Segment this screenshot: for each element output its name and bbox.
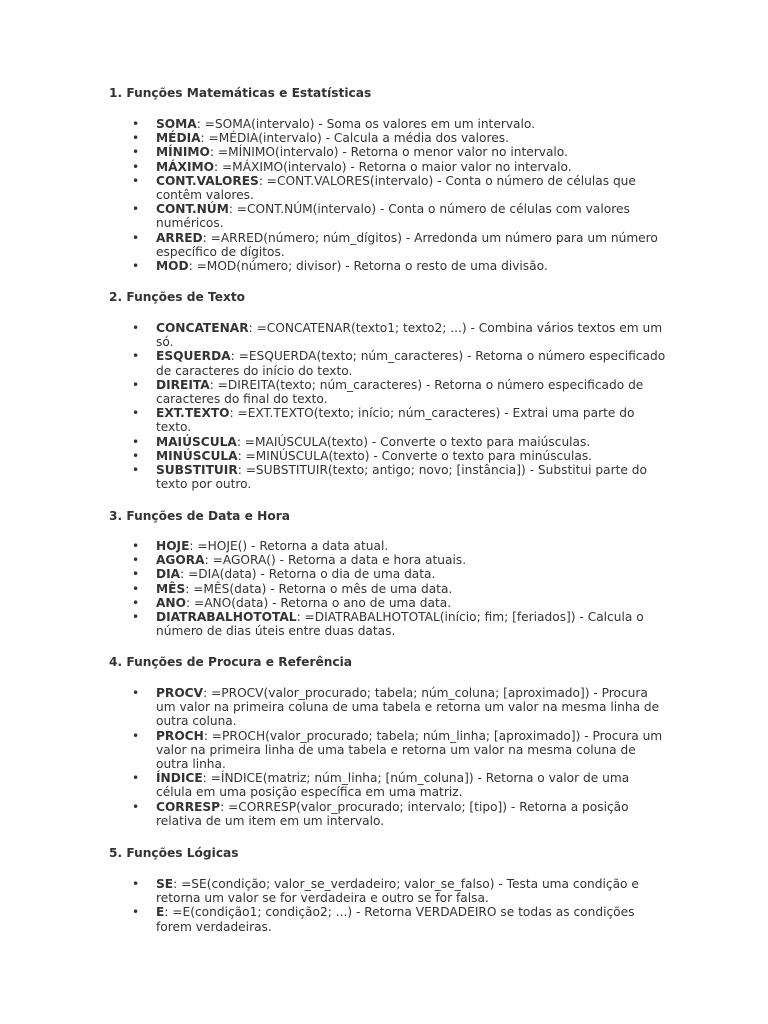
list-item <box>156 174 668 202</box>
function-description: : =MOD(número; divisor) - Retorna o resto de uma divisão. <box>188 259 548 274</box>
function-name: DIREITA <box>156 377 210 392</box>
function-description: : =PROCH(valor_procurado; tabela; núm_linha; [aproximado]) - Procura um valor na primeira linha de uma tabela e retorna um valor na mesma coluna de outra linha. <box>156 728 663 772</box>
list-item <box>156 686 668 729</box>
function-description: : =DIATRABALHOTOTAL(início; fim; [feriados]) - Calcula o número de dias úteis entre duas datas. <box>156 610 644 639</box>
list-item <box>156 321 668 349</box>
function-list <box>156 539 668 638</box>
function-list <box>156 321 668 491</box>
function-name: MOD <box>156 259 189 274</box>
function-description: : =MÊS(data) - Retorna o mês de uma data. <box>185 581 453 596</box>
list-item <box>156 596 668 610</box>
list-item <box>156 378 668 406</box>
function-description: : =EXT.TEXTO(texto; início; núm_caracteres) - Extrai uma parte do texto. <box>156 406 635 435</box>
list-item <box>156 117 668 131</box>
function-name: E <box>156 905 165 920</box>
function-name: MÉDIA <box>156 131 201 146</box>
function-name: PROCV <box>156 686 204 700</box>
function-name: ANO <box>156 595 186 610</box>
function-description: : =CONT.NÚM(intervalo) - Conta o número de células com valores numéricos. <box>156 202 630 231</box>
list-item <box>156 553 668 567</box>
section-title: 3. Funções de Data e Hora <box>109 509 290 523</box>
function-name: CONCATENAR <box>156 321 249 335</box>
function-name: SUBSTITUIR <box>156 463 238 478</box>
function-description: : =CONCATENAR(texto1; texto2; ...) - Combina vários textos em um só. <box>156 321 663 350</box>
function-description: : =PROCV(valor_procurado; tabela; núm_coluna; [aproximado]) - Procura um valor na primeira coluna de uma tabela e retorna um valor na mesma linha de outra coluna. <box>156 686 660 729</box>
list-item <box>156 729 668 772</box>
function-name: ARRED <box>156 230 203 245</box>
function-description: : =MAIÚSCULA(texto) - Converte o texto para maiúsculas. <box>236 434 591 449</box>
list-item <box>156 449 668 463</box>
function-name: EXT.TEXTO <box>156 406 230 421</box>
section-logical <box>109 846 669 934</box>
function-description: : =ESQUERDA(texto; núm_caracteres) - Retorna o número especificado de caracteres do início do texto. <box>156 349 666 378</box>
list-item <box>156 160 668 174</box>
list-item <box>156 349 668 377</box>
function-description: : =E(condição1; condição2; ...) - Retorna VERDADEIRO se todas as condições forem verdadeiras. <box>156 905 635 934</box>
list-item <box>156 145 668 159</box>
function-description: : =MÍNIMO(intervalo) - Retorna o menor valor no intervalo. <box>209 145 568 160</box>
function-description: : =ARRED(número; núm_dígitos) - Arredonda um número para um número específico de dígitos. <box>156 230 658 259</box>
function-list <box>156 117 668 273</box>
function-name: AGORA <box>156 553 205 568</box>
function-name: ESQUERDA <box>156 349 231 364</box>
function-description: : =HOJE() - Retorna a data atual. <box>189 539 389 553</box>
function-name: DIATRABALHOTOTAL <box>156 610 297 625</box>
function-name: SOMA <box>156 117 197 131</box>
list-item <box>156 771 668 799</box>
function-name: MÍNIMO <box>156 145 210 160</box>
function-description: : =SE(condição; valor_se_verdadeiro; valor_se_falso) - Testa uma condição e retorna um valor se for verdadeira e outro se for falsa. <box>156 877 639 906</box>
function-description: : =AGORA() - Retorna a data e hora atuais. <box>204 553 467 568</box>
function-name: CORRESP <box>156 799 221 814</box>
list-item <box>156 231 668 259</box>
function-description: : =CONT.VALORES(intervalo) - Conta o número de células que contêm valores. <box>156 173 636 203</box>
section-date-time <box>109 509 669 639</box>
list-item <box>156 463 668 491</box>
function-description: : =DIREITA(texto; núm_caracteres) - Retorna o número especificado de caracteres do final do texto. <box>156 377 644 407</box>
function-description: : =SOMA(intervalo) - Soma os valores em um intervalo. <box>196 117 536 131</box>
function-description: : =ÍNDICE(matriz; núm_linha; [núm_coluna]) - Retorna o valor de uma célula em uma posição específica em uma matriz. <box>156 771 630 800</box>
list-item <box>156 582 668 596</box>
list-item <box>156 406 668 434</box>
function-name: PROCH <box>156 728 204 743</box>
function-description: : =SUBSTITUIR(texto; antigo; novo; [instância]) - Substitui parte do texto por outro. <box>156 463 647 492</box>
function-description: : =MÉDIA(intervalo) - Calcula a média dos valores. <box>200 131 509 146</box>
section-title: 2. Funções de Texto <box>109 290 246 304</box>
list-item <box>156 435 668 449</box>
list-item <box>156 567 668 581</box>
function-name: HOJE <box>156 539 190 553</box>
function-name: MÊS <box>156 581 186 596</box>
function-description: : =ANO(data) - Retorna o ano de uma data. <box>186 595 452 610</box>
list-item <box>156 202 668 230</box>
list-item <box>156 905 668 933</box>
function-list <box>156 686 668 828</box>
function-name: CONT.VALORES <box>156 173 259 188</box>
list-item <box>156 610 668 638</box>
function-name: DIA <box>156 567 181 582</box>
list-item <box>156 131 668 145</box>
function-list <box>156 877 668 934</box>
function-description: : =CORRESP(valor_procurado; intervalo; [tipo]) - Retorna a posição relativa de um item em um intervalo. <box>156 799 629 828</box>
function-name: MÁXIMO <box>156 159 214 174</box>
section-math-stats <box>109 86 669 274</box>
function-description: : =MINÚSCULA(texto) - Converte o texto para minúsculas. <box>237 448 593 463</box>
function-name: MINÚSCULA <box>156 448 238 463</box>
section-title: 4. Funções de Procura e Referência <box>109 655 353 669</box>
function-name: CONT.NÚM <box>156 202 229 217</box>
list-item <box>156 259 668 273</box>
function-name: SE <box>156 877 174 891</box>
list-item <box>156 539 668 553</box>
function-description: : =DIA(data) - Retorna o dia de uma data. <box>180 567 436 582</box>
function-name: MAIÚSCULA <box>156 434 237 449</box>
section-title: 1. Funções Matemáticas e Estatísticas <box>109 86 372 100</box>
list-item <box>156 800 668 828</box>
function-name: ÍNDICE <box>156 771 203 786</box>
function-description: : =MÁXIMO(intervalo) - Retorna o maior valor no intervalo. <box>213 159 572 174</box>
section-title: 5. Funções Lógicas <box>109 846 239 860</box>
section-lookup-reference <box>109 655 669 828</box>
list-item <box>156 877 668 905</box>
section-text <box>109 290 669 492</box>
